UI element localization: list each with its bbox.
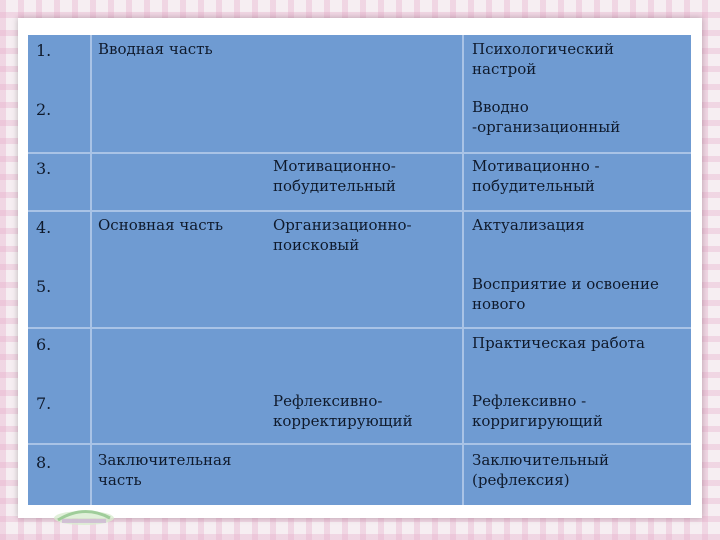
stage-cell: Организационно- поисковый xyxy=(273,216,412,254)
step-cell: Актуализация xyxy=(472,216,585,234)
step-cell: Мотивационно - побудительный xyxy=(472,157,600,195)
row-divider xyxy=(28,210,691,212)
logo-watermark-icon xyxy=(48,502,120,528)
row-number: 5. xyxy=(36,277,52,296)
part-cell: Вводная часть xyxy=(98,40,213,58)
row-number: 1. xyxy=(36,41,52,60)
step-cell: Вводно -организационный xyxy=(472,98,621,136)
row-number: 2. xyxy=(36,100,52,119)
column-divider xyxy=(90,35,92,505)
column-divider xyxy=(462,35,464,505)
step-cell: Практическая работа xyxy=(472,334,645,352)
row-divider xyxy=(28,327,691,329)
step-cell: Заключительный (рефлексия) xyxy=(472,451,609,489)
step-cell: Психологический настрой xyxy=(472,40,614,78)
row-number: 4. xyxy=(36,218,52,237)
row-number: 6. xyxy=(36,335,52,354)
part-cell: Основная часть xyxy=(98,216,224,234)
row-number: 7. xyxy=(36,394,52,413)
stage-cell: Мотивационно- побудительный xyxy=(273,157,396,195)
row-number: 8. xyxy=(36,453,52,472)
step-cell: Восприятие и освоение нового xyxy=(472,275,659,313)
step-cell: Рефлексивно - корригирующий xyxy=(472,392,603,430)
row-divider xyxy=(28,443,691,445)
lesson-structure-table xyxy=(28,35,691,505)
row-number: 3. xyxy=(36,159,52,178)
part-cell: Заключительная часть xyxy=(98,451,232,489)
stage-cell: Рефлексивно- корректирующий xyxy=(273,392,413,430)
row-divider xyxy=(28,152,691,154)
